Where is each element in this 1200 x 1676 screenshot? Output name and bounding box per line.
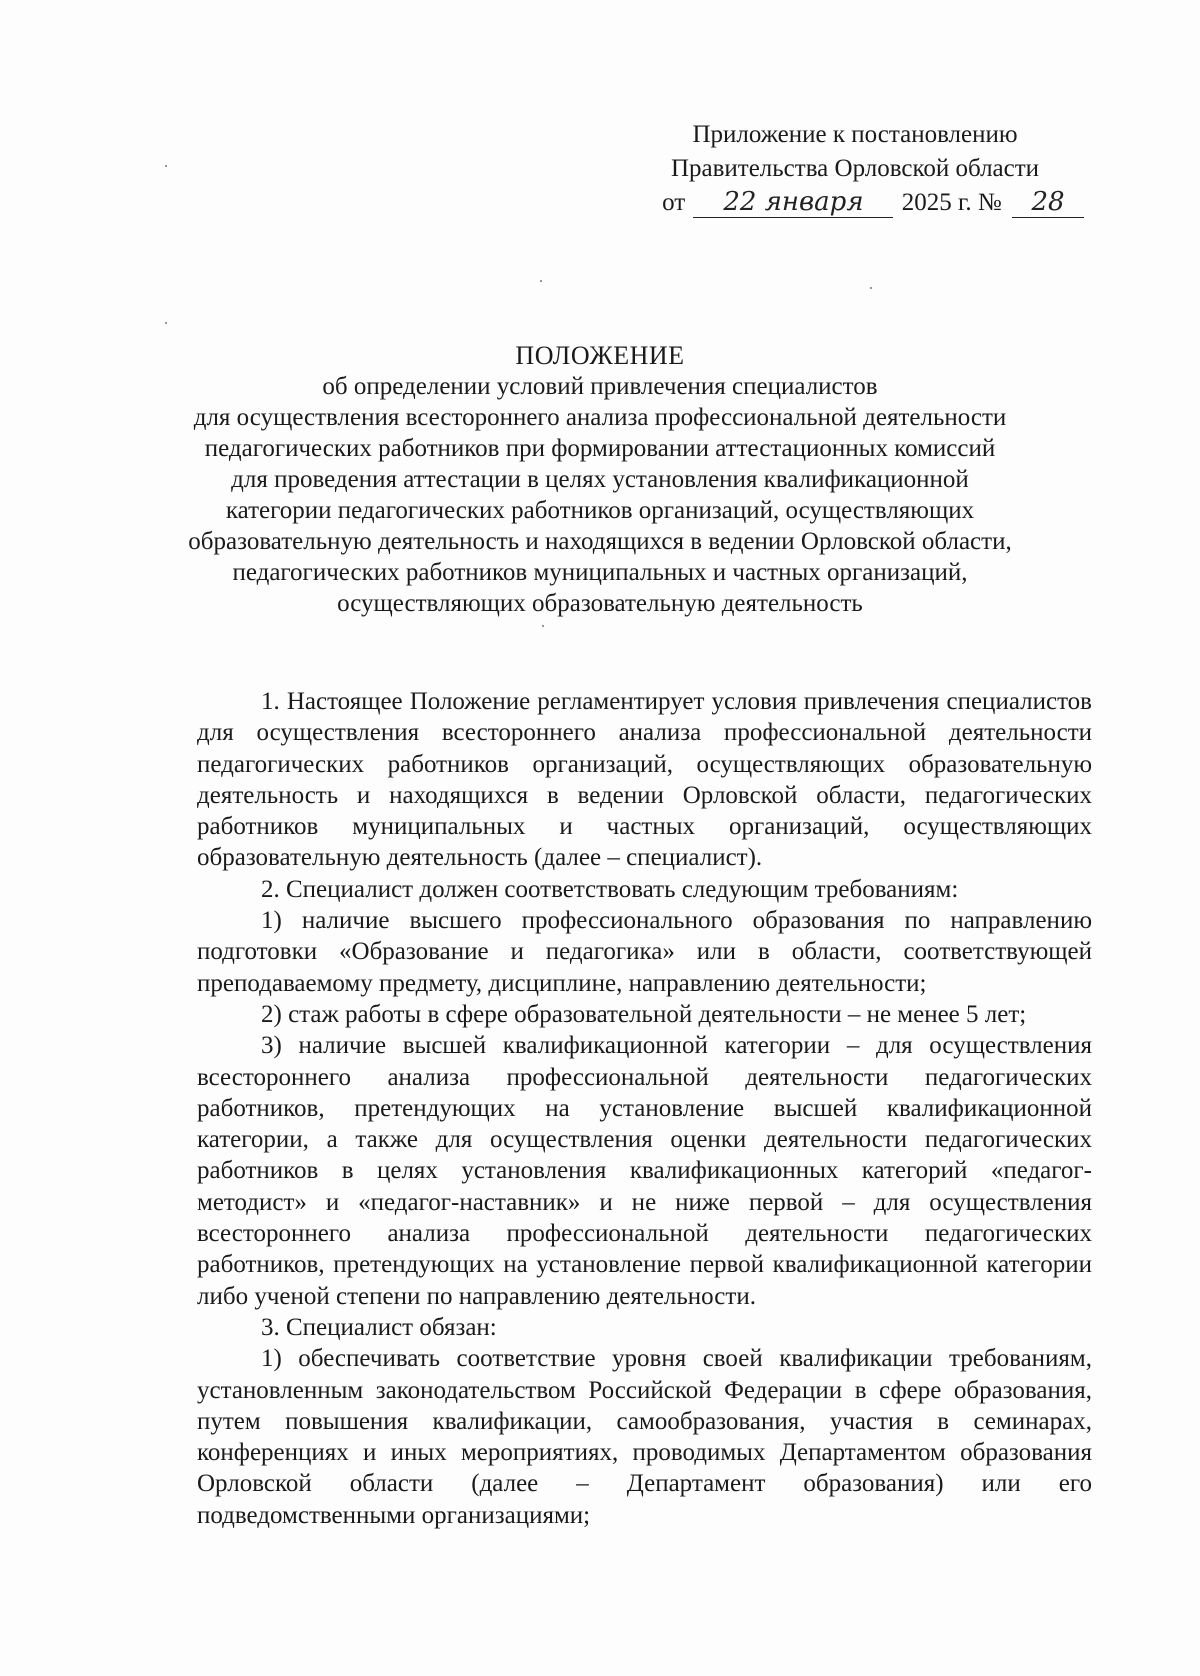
title-line: для осуществления всестороннего анализа профессиональной деятельности (193, 404, 1007, 431)
paragraph: 2. Специалист должен соответствовать следующим требованиям: (261, 875, 959, 903)
title-line: осуществляющих образовательную деятельность (337, 590, 863, 617)
document-body (197, 686, 1092, 1531)
paragraph: 3) наличие высшей квалификационной категории – для осуществления всестороннего анализа профессиональной деятельности педагогических работников, претендующих на установление высшей квалификационной категории, а также для осуществления оценки деятельности педагогических работников в целях установления квалификационных категорий «педагог-методист» и «педагог-наставник» и не ниже первой – для осуществления всестороннего анализа профессиональной деятельности педагогических работников, претендующих на установление первой квалификационной категории либо ученой степени по направлению деятельности. (197, 1032, 1092, 1310)
paragraph: 2) стаж работы в сфере образовательной деятельности – не менее 5 лет; (261, 1000, 1027, 1028)
handwritten-number: 28 (1012, 187, 1084, 218)
title-heading: ПОЛОЖЕНИЕ (515, 341, 685, 370)
title-line: педагогических работников при формировании аттестационных комиссий (204, 435, 996, 462)
scan-speck (542, 625, 544, 627)
handwritten-date: 22 января (693, 187, 893, 218)
appendix-header (620, 118, 1090, 220)
paragraph: 3. Специалист обязан: (261, 1313, 497, 1341)
date-prefix: от (662, 189, 686, 216)
year-text: 2025 г. № (901, 189, 1002, 216)
document-title (150, 340, 1050, 619)
header-line-2: Правительства Орловской области (670, 155, 1040, 182)
scan-speck (870, 287, 872, 289)
paragraph: 1) наличие высшего профессионального образования по направлению подготовки «Образование и педагогика» или в области, соответствующей преподаваемому предмету, дисциплине, направлению деятельности; (197, 907, 1092, 997)
title-line: категории педагогических работников организаций, осуществляющих (225, 497, 975, 524)
title-line: для проведения аттестации в целях установления квалификационной (231, 466, 969, 493)
scan-speck (540, 280, 542, 282)
header-date-line (620, 186, 1090, 220)
scan-speck (165, 165, 167, 167)
paragraph: 1. Настоящее Положение регламентирует условия привлечения специалистов для осуществления всестороннего анализа профессиональной деятельности педагогических работников организаций, осуществляющих образовательную деятельность и находящихся в ведении Орловской области, педагогических работников муниципальных и частных организаций, осуществляющих образовательную деятельность (далее – специалист). (197, 688, 1092, 872)
header-line-1: Приложение к постановлению (692, 121, 1018, 148)
title-line: об определении условий привлечения специалистов (322, 373, 878, 400)
title-line: педагогических работников муниципальных и частных организаций, (232, 559, 968, 586)
title-line: образовательную деятельность и находящихся в ведении Орловской области, (188, 528, 1012, 555)
scan-speck (165, 322, 167, 324)
paragraph: 1) обеспечивать соответствие уровня своей квалификации требованиям, установленным законодательством Российской Федерации в сфере образования, путем повышения квалификации, самообразования, участия в семинарах, конференциях и иных мероприятиях, проводимых Департаментом образования Орловской области (далее – Департамент образования) или его подведомственными организациями; (197, 1345, 1092, 1529)
